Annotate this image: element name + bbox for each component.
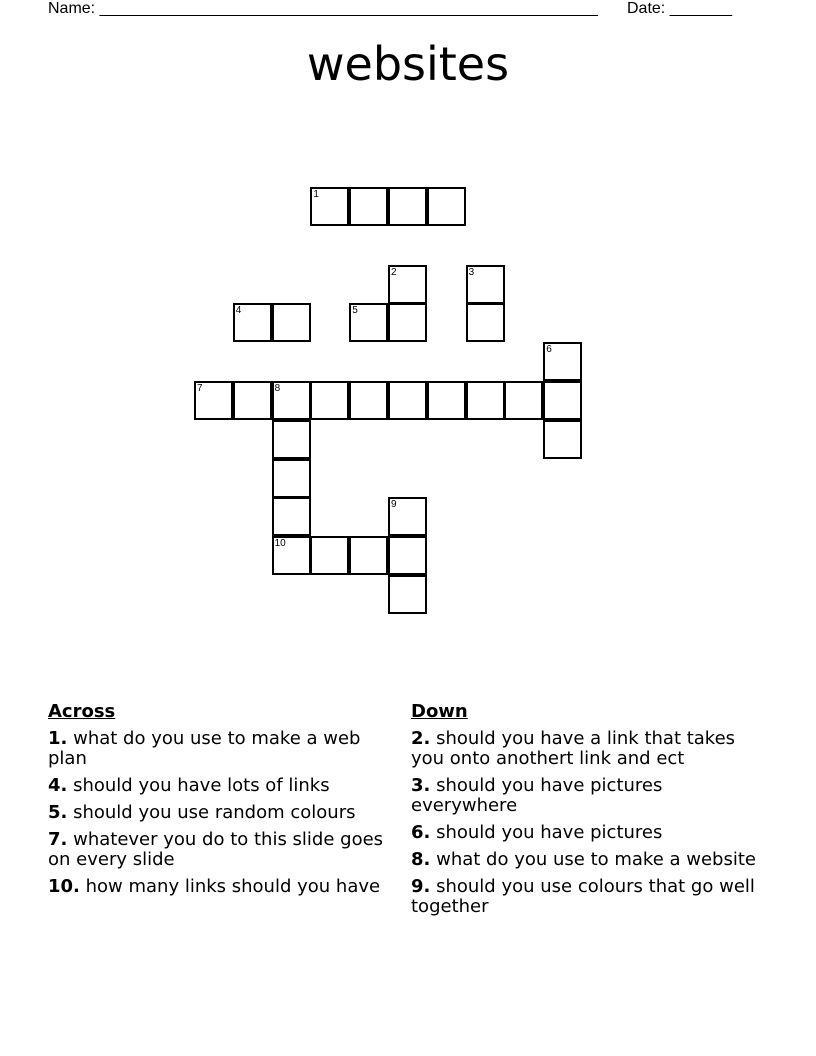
clue-down-8 xyxy=(411,850,771,870)
down-heading: Down xyxy=(411,701,468,722)
grid-cell[interactable] xyxy=(388,536,427,575)
cell-number: 3 xyxy=(468,266,475,278)
cell-number: 8 xyxy=(274,383,281,394)
cell-number: 7 xyxy=(197,383,203,394)
grid-cell[interactable] xyxy=(272,497,311,536)
cell-number: 2 xyxy=(391,266,397,278)
down-clues xyxy=(411,702,771,924)
across-heading: Across xyxy=(48,701,116,722)
grid-cell[interactable] xyxy=(349,303,388,342)
clue-text: what do you use to make a web plan xyxy=(48,728,361,769)
grid-cell[interactable] xyxy=(272,303,311,342)
clue-text: whatever you do to this slide goes on every slide xyxy=(48,829,384,870)
grid-cell[interactable] xyxy=(388,187,427,226)
clue-number: 5. xyxy=(48,802,68,823)
grid-cell[interactable] xyxy=(427,381,466,420)
clue-across-1 xyxy=(48,729,400,769)
grid-cell[interactable] xyxy=(466,303,505,342)
cell-number: 1 xyxy=(313,189,319,200)
clue-text: should you have pictures everywhere xyxy=(411,775,663,816)
grid-cell[interactable] xyxy=(388,265,427,304)
across-clues xyxy=(48,702,400,904)
grid-cell[interactable] xyxy=(272,459,311,498)
cell-number: 9 xyxy=(391,499,397,511)
grid-cell[interactable] xyxy=(194,381,233,420)
grid-cell[interactable] xyxy=(233,303,272,342)
clue-down-2 xyxy=(411,729,771,769)
cell-number: 4 xyxy=(235,305,242,317)
grid-cell[interactable] xyxy=(310,381,349,420)
grid-cell[interactable] xyxy=(349,536,388,575)
date-field[interactable]: Date: _______ xyxy=(627,0,732,17)
grid-cell[interactable] xyxy=(427,187,466,226)
grid-cell[interactable] xyxy=(543,420,582,459)
cell-number: 6 xyxy=(546,344,552,356)
grid-cell[interactable] xyxy=(388,575,427,614)
clue-down-3 xyxy=(411,776,771,816)
clue-text: should you have a link that takes you onto anothert link and ect xyxy=(411,728,736,769)
cell-number: 5 xyxy=(352,305,358,317)
clue-number: 10. xyxy=(48,876,80,897)
clue-across-5 xyxy=(48,803,400,823)
clue-number: 2. xyxy=(411,728,431,749)
grid-cell[interactable] xyxy=(543,381,582,420)
grid-cell[interactable] xyxy=(272,381,311,420)
clue-number: 4. xyxy=(48,775,68,796)
grid-cell[interactable] xyxy=(310,187,349,226)
clue-text: how many links should you have xyxy=(79,876,381,897)
grid-cell[interactable] xyxy=(504,381,543,420)
clue-text: should you use random colours xyxy=(67,802,356,823)
clue-down-9 xyxy=(411,877,771,917)
grid-cell[interactable] xyxy=(388,381,427,420)
clue-text: should you use colours that go well together xyxy=(411,876,755,917)
clue-across-4 xyxy=(48,776,400,796)
clue-number: 6. xyxy=(411,822,431,843)
clue-across-10 xyxy=(48,877,400,897)
clue-number: 3. xyxy=(411,775,431,796)
clue-text: should you have pictures xyxy=(430,822,663,843)
grid-cell[interactable] xyxy=(233,381,272,420)
clue-across-7 xyxy=(48,830,400,870)
grid-cell[interactable] xyxy=(272,420,311,459)
grid-cell[interactable] xyxy=(349,187,388,226)
grid-cell[interactable] xyxy=(388,303,427,342)
grid-cell[interactable] xyxy=(272,536,311,575)
grid-cell[interactable] xyxy=(466,265,505,304)
clue-number: 1. xyxy=(48,728,68,749)
grid-cell[interactable] xyxy=(543,342,582,381)
grid-cell[interactable] xyxy=(349,381,388,420)
puzzle-title: websites xyxy=(306,37,510,91)
clue-text: what do you use to make a website xyxy=(430,849,756,870)
name-field[interactable]: Name: ________________________________________________________ xyxy=(48,0,598,17)
clue-down-6 xyxy=(411,823,771,843)
clue-number: 8. xyxy=(411,849,431,870)
grid-cell[interactable] xyxy=(310,536,349,575)
grid-cell[interactable] xyxy=(466,381,505,420)
clue-number: 9. xyxy=(411,876,431,897)
clue-number: 7. xyxy=(48,829,68,850)
clue-text: should you have lots of links xyxy=(67,775,330,796)
cell-number: 10 xyxy=(274,538,286,550)
grid-cell[interactable] xyxy=(388,497,427,536)
